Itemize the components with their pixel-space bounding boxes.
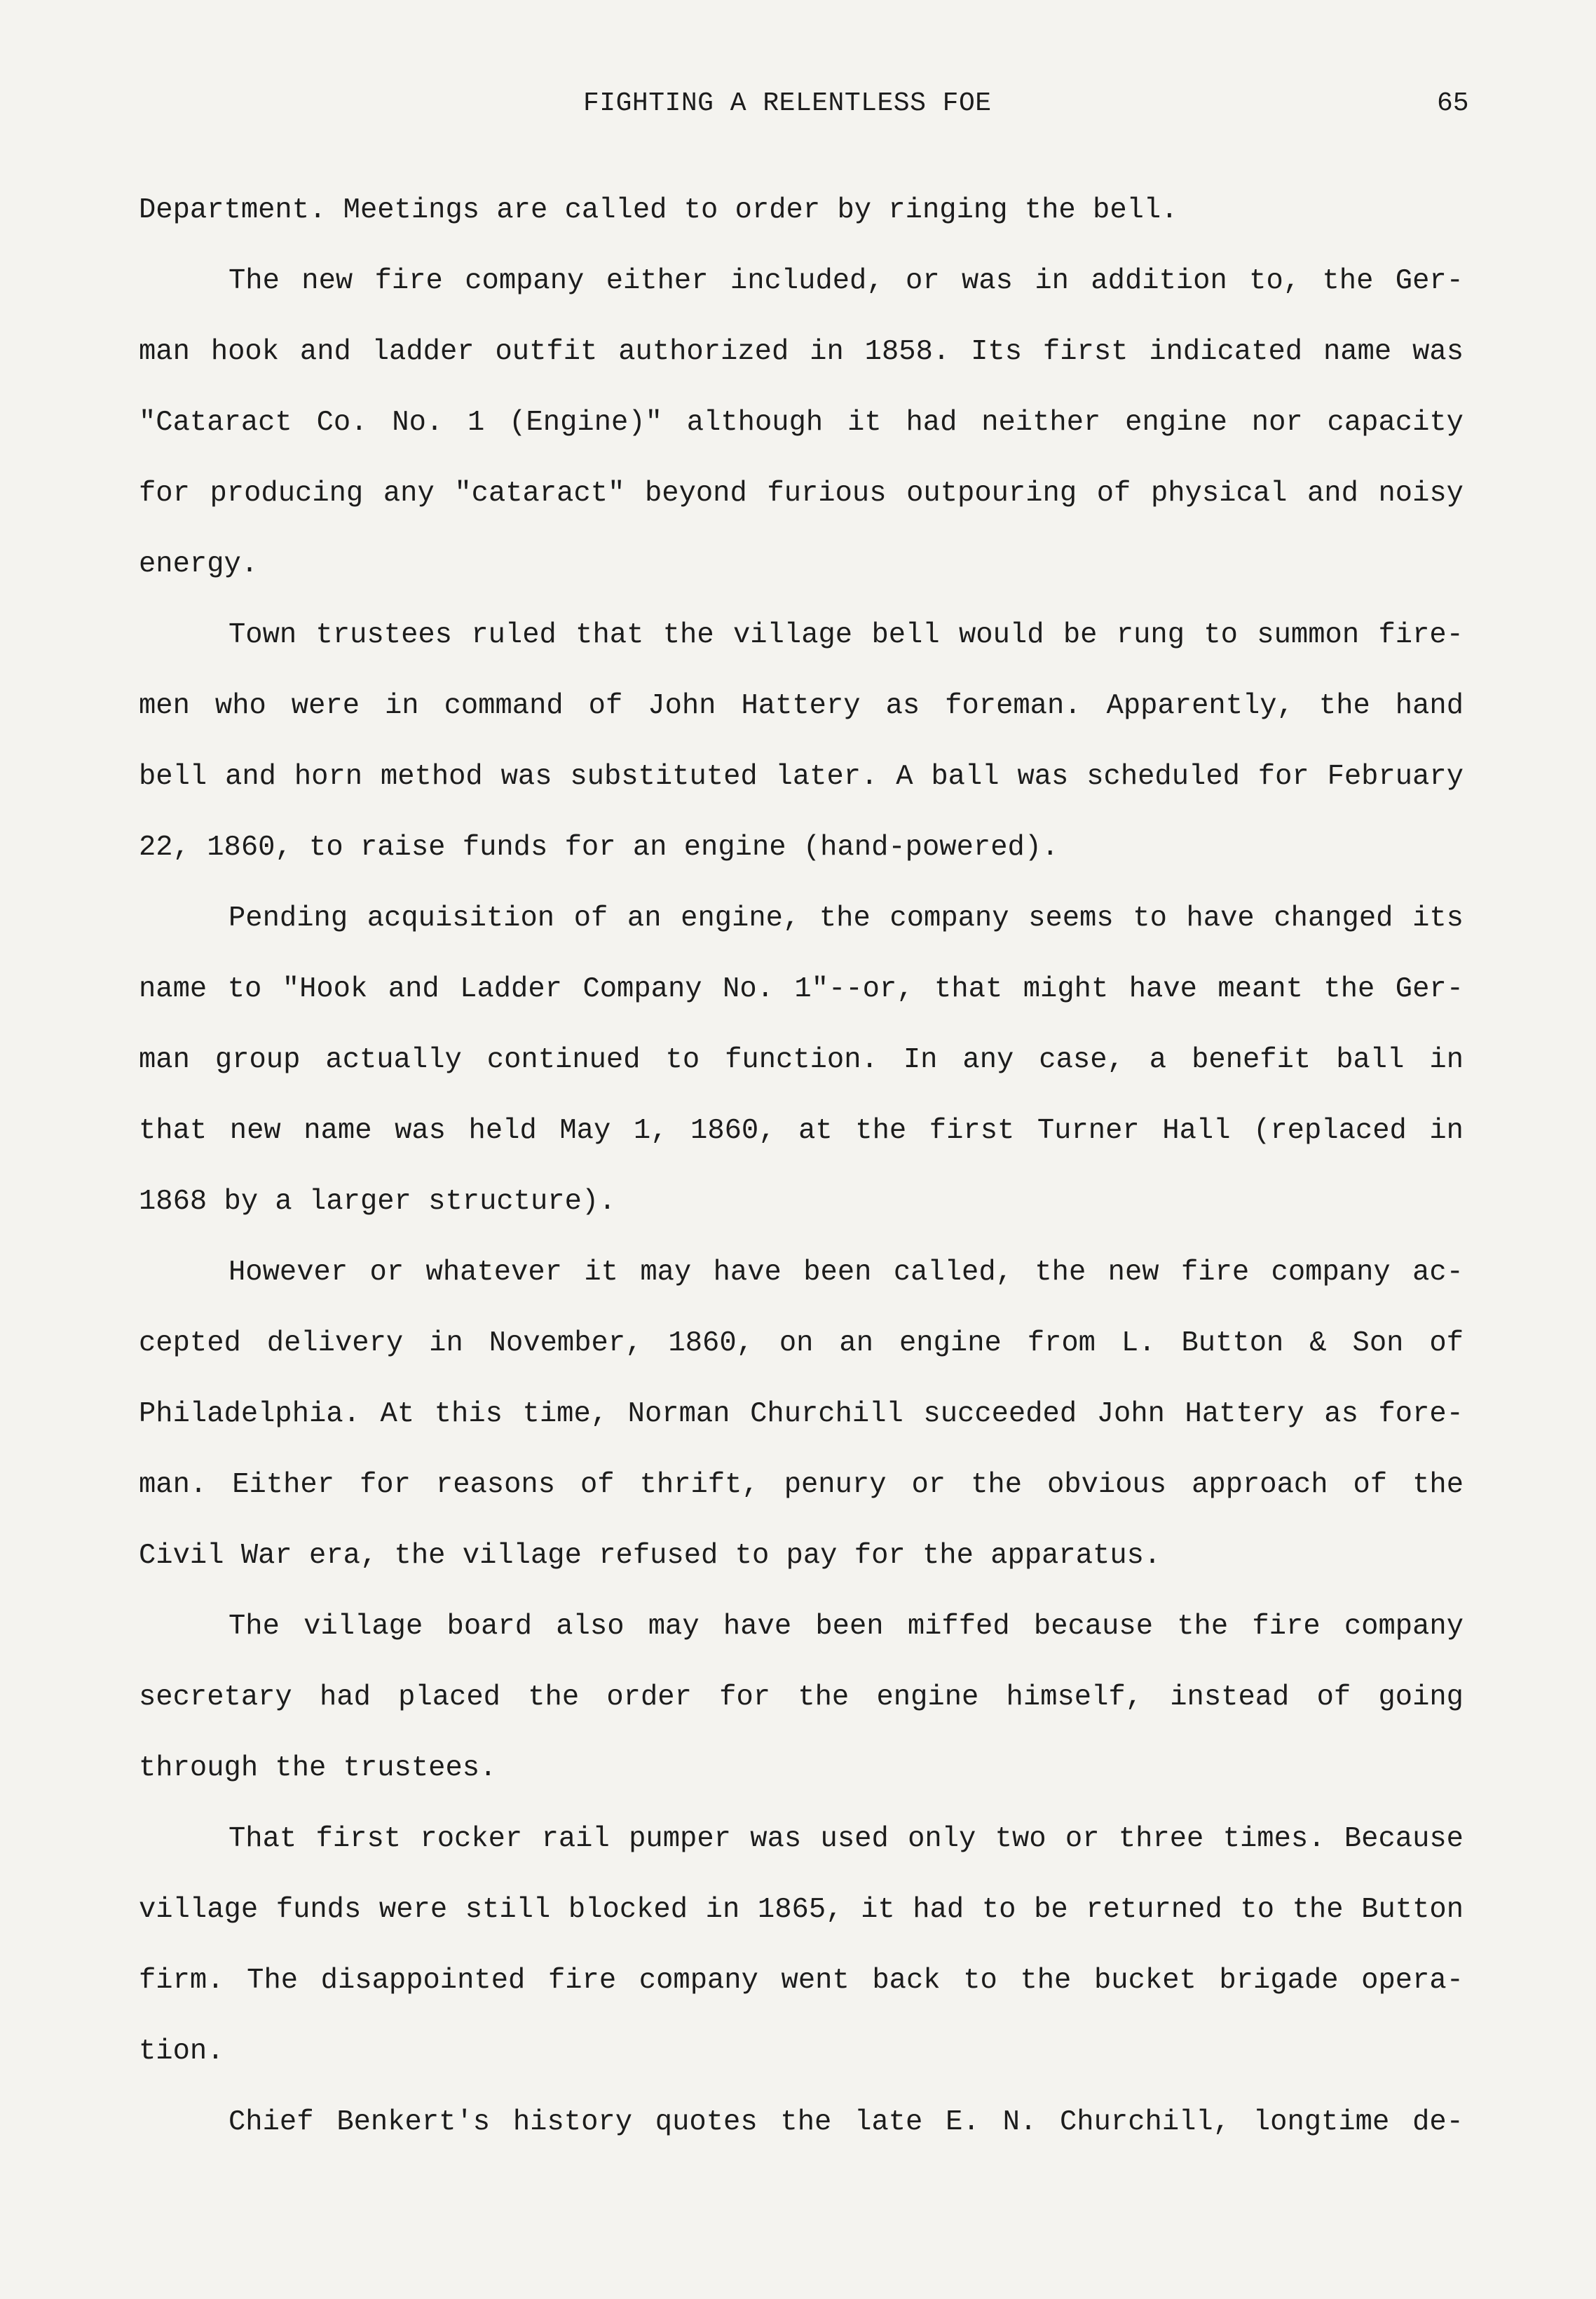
page-number: 65 xyxy=(1437,88,1469,118)
text-line: men who were in command of John Hattery as foreman. Apparently, the hand xyxy=(139,690,1464,722)
body-text xyxy=(139,189,1464,2172)
text-line: that new name was held May 1, 1860, at the first Turner Hall (replaced in xyxy=(139,1115,1464,1147)
text-line: Philadelphia. At this time, Norman Churchill succeeded John Hattery as fore- xyxy=(139,1398,1464,1430)
text-line: The village board also may have been miffed because the fire company xyxy=(229,1610,1464,1643)
running-title: FIGHTING A RELENTLESS FOE xyxy=(583,88,992,118)
text-line: Town trustees ruled that the village bell would be rung to summon fire- xyxy=(229,619,1464,651)
text-line: village funds were still blocked in 1865, it had to be returned to the Button xyxy=(139,1894,1464,1926)
text-line: "Cataract Co. No. 1 (Engine)" although it had neither engine nor capacity xyxy=(139,407,1464,439)
text-line: man. Either for reasons of thrift, penury or the obvious approach of the xyxy=(139,1469,1464,1501)
text-line: The new fire company either included, or was in addition to, the Ger- xyxy=(229,265,1464,297)
text-line: bell and horn method was substituted later. A ball was scheduled for February xyxy=(139,761,1464,793)
text-line: However or whatever it may have been called, the new fire company ac- xyxy=(229,1256,1464,1289)
text-line: Department. Meetings are called to order by ringing the bell. xyxy=(139,194,1178,226)
text-line: Civil War era, the village refused to pay for the apparatus. xyxy=(139,1540,1161,1572)
text-line: man group actually continued to function. In any case, a benefit ball in xyxy=(139,1044,1464,1076)
text-line: Pending acquisition of an engine, the company seems to have changed its xyxy=(229,902,1464,935)
text-line: secretary had placed the order for the engine himself, instead of going xyxy=(139,1681,1464,1714)
text-line: through the trustees. xyxy=(139,1752,497,1784)
text-line: firm. The disappointed fire company went back to the bucket brigade opera- xyxy=(139,1965,1464,1997)
text-line: Chief Benkert's history quotes the late E. N. Churchill, longtime de- xyxy=(229,2106,1464,2138)
text-line: cepted delivery in November, 1860, on an engine from L. Button & Son of xyxy=(139,1327,1464,1359)
text-line: energy. xyxy=(139,548,259,581)
text-line: for producing any "cataract" beyond furious outpouring of physical and noisy xyxy=(139,477,1464,510)
running-head xyxy=(0,83,1596,125)
text-line: 22, 1860, to raise funds for an engine (hand-powered). xyxy=(139,832,1059,864)
text-line: That first rocker rail pumper was used only two or three times. Because xyxy=(229,1823,1464,1855)
text-line: tion. xyxy=(139,2035,224,2068)
text-line: 1868 by a larger structure). xyxy=(139,1186,616,1218)
text-line: man hook and ladder outfit authorized in 1858. Its first indicated name was xyxy=(139,336,1464,368)
text-line: name to "Hook and Ladder Company No. 1"--or, that might have meant the Ger- xyxy=(139,973,1464,1005)
